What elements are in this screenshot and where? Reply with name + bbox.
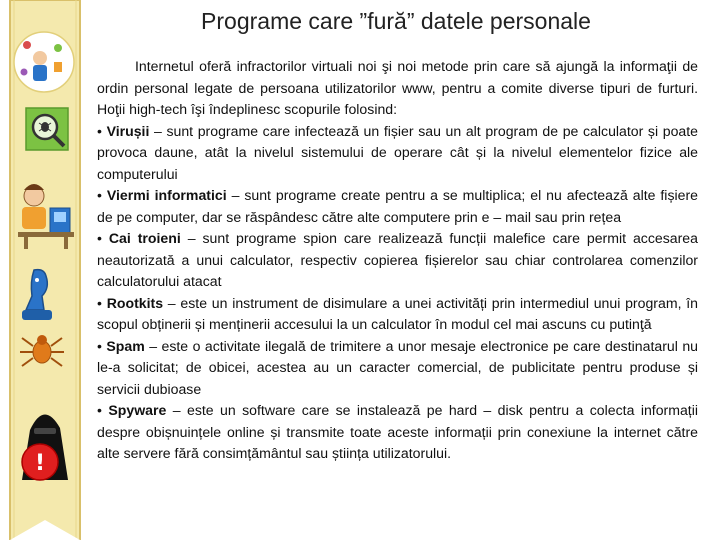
term-description: – sunt programe spion care realizează funcții malefice care permit accesarea neautorizată a unui calculator, respectiv copierea fișierelor sau chiar controlarea comenzilor calculatorului atacat xyxy=(97,230,698,289)
term-description: – sunt programe care infectează un fișier sau un alt program de pe calculator și poate provoca daune, atât la nivelul sistemului de operare cât și la nivelul elementelor fizice ale computerului xyxy=(97,122,698,182)
intro-paragraph: Internetul oferă infractorilor virtuali noi şi noi metode prin care să ajungă la informaţii de ordin personal legate de persoana utilizatorilor www, pentru a comite diverse tipuri de furturi. Hoţii high-tech îşi îndeplinesc scopurile folosind: xyxy=(97,58,698,117)
list-item: • Cai troieni – sunt programe spion care realizează funcții malefice care permit accesarea neautorizată a unui calculator, respectiv copierea fișierelor sau chiar controlarea comenzilor calculatorului atacat xyxy=(97,230,698,289)
decorative-ribbon xyxy=(0,0,88,540)
term-label: Virușii xyxy=(106,122,150,139)
term-label: Viermi informatici xyxy=(106,187,227,203)
page-title: Programe care ”fură” datele personale xyxy=(201,8,591,34)
list-item: • Rootkits – este un instrument de disimulare a unei activități prin intermediul unui program, în scopul obținerii și menținerii accesului la un calculator în modul cel mai ascuns cu putinţă xyxy=(97,294,698,332)
term-label: Cai troieni xyxy=(108,230,181,246)
magnifier-bug-icon xyxy=(26,108,68,150)
list-item: • Viermi informatici – sunt programe create pentru a se multiplica; el nu afectează alte fișiere de pe computer, dar se răspândesc către alte computere prin e – mail sau prin rețea xyxy=(97,187,698,225)
term-description: – este o activitate ilegală de trimitere a unor mesaje electronice pe care destinatarul nu le-a solicitat; de obicei, acestea au un caracter comercial, de publicitate pentru produse și servicii dubioase xyxy=(97,337,698,397)
term-description: – sunt programe create pentru a se multiplica; el nu afectează alte fișiere de pe computer, dar se răspândesc către alte computere prin e – mail sau prin rețea xyxy=(97,187,698,225)
term-description: – este un software care se instalează pe hard – disk pentru a colecta informații despre obișnuințele online și transmite toate aceste informații prin conexiune la internet către alte servere fără consimțământul sau știința utilizatorului. xyxy=(97,402,698,461)
cartoon-figures-icon xyxy=(14,32,74,92)
term-label: Rootkits xyxy=(106,294,164,311)
content-body xyxy=(97,56,698,465)
list-item: • Spam – este o activitate ilegală de trimitere a unor mesaje electronice pe care destinatarul nu le-a solicitat; de obicei, acestea au un caracter comercial, de publicitate pentru produse și servicii dubioase xyxy=(97,337,698,397)
term-description: – este un instrument de disimulare a unei activități prin intermediul unui program, în scopul obținerii și menținerii accesului la un calculator în modul cel mai ascuns cu putinţă xyxy=(97,294,698,332)
list-item: • Virușii – sunt programe care infectează un fișier sau un alt program de pe calculator și poate provoca daune, atât la nivelul sistemului de operare cât și la nivelul elementelor fizice ale computerului xyxy=(97,122,698,182)
list-item: • Spyware – este un software care se instalează pe hard – disk pentru a colecta informații despre obișnuințele online și transmite toate aceste informații prin conexiune la internet către alte servere fără consimțământul sau știința utilizatorului. xyxy=(97,402,698,461)
svg-text:!: ! xyxy=(34,451,46,476)
term-label: Spam xyxy=(106,337,145,354)
term-label: Spyware xyxy=(108,402,167,418)
